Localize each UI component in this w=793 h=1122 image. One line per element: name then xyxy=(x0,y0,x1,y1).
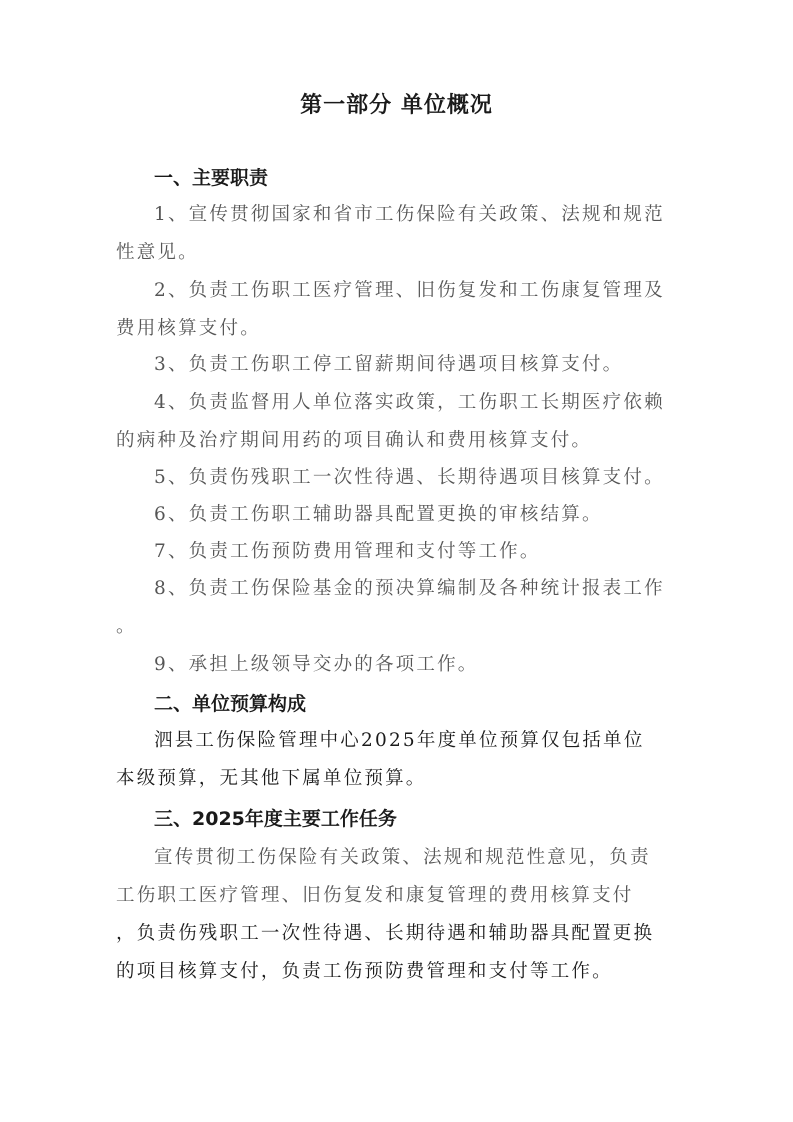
duty-item-2-line-1: 2、负责工伤职工医疗管理、旧伤复发和工伤康复管理及 xyxy=(154,280,665,301)
budget-composition-line-2: 本级预算，无其他下属单位预算。 xyxy=(116,768,427,789)
section-heading-main-tasks: 三、2025年度主要工作任务 xyxy=(154,808,397,830)
section-heading-budget-composition: 二、单位预算构成 xyxy=(154,693,307,715)
page-title: 第一部分 单位概况 xyxy=(300,93,493,118)
duty-item-8-line-1: 8、负责工伤保险基金的预决算编制及各种统计报表工作 xyxy=(154,578,665,599)
duty-item-2-line-2: 费用核算支付。 xyxy=(116,318,261,339)
main-tasks-line-1: 宣传贯彻工伤保险有关政策、法规和规范性意见，负责 xyxy=(154,847,651,868)
duty-item-1-line-1: 1、宣传贯彻国家和省市工伤保险有关政策、法规和规范 xyxy=(154,204,665,225)
duty-item-8-line-2: 。 xyxy=(116,616,137,637)
duty-item-1-line-2: 性意见。 xyxy=(116,242,199,263)
main-tasks-line-4: 的项目核算支付，负责工伤预防费管理和支付等工作。 xyxy=(116,961,613,982)
duty-item-4-line-1: 4、负责监督用人单位落实政策，工伤职工长期医疗依赖 xyxy=(154,392,665,413)
duty-item-4-line-2: 的病种及治疗期间用药的项目确认和费用核算支付。 xyxy=(116,430,593,451)
duty-item-6: 6、负责工伤职工辅助器具配置更换的审核结算。 xyxy=(154,504,603,525)
main-tasks-line-2: 工伤职工医疗管理、旧伤复发和康复管理的费用核算支付 xyxy=(116,885,634,906)
duty-item-5: 5、负责伤残职工一次性待遇、长期待遇项目核算支付。 xyxy=(154,467,665,488)
duty-item-7: 7、负责工伤预防费用管理和支付等工作。 xyxy=(154,541,541,562)
main-tasks-line-3: ，负责伤残职工一次性待遇、长期待遇和辅助器具配置更换 xyxy=(116,923,655,944)
section-heading-duties: 一、主要职责 xyxy=(154,167,269,189)
duty-item-9: 9、承担上级领导交办的各项工作。 xyxy=(154,654,479,675)
duty-item-3: 3、负责工伤职工停工留薪期间待遇项目核算支付。 xyxy=(154,354,624,375)
budget-composition-line-1: 泗县工伤保险管理中心2025年度单位预算仅包括单位 xyxy=(154,730,645,751)
